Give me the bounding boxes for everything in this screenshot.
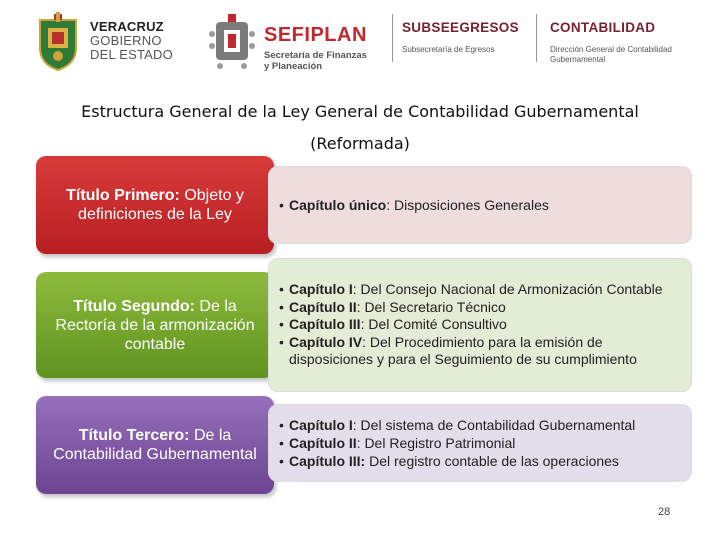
header <box>0 0 720 80</box>
chapter-description: : Del Consejo Nacional de Armonización Contable <box>352 281 663 298</box>
list-item <box>279 452 679 470</box>
list-item <box>279 196 679 214</box>
titulo-tercero-heading: Título Tercero: <box>78 427 190 444</box>
sefiplan-sub-line2: y Planeación <box>264 61 323 72</box>
titulo-primero-label <box>46 186 264 224</box>
veracruz-wordmark <box>90 20 173 62</box>
bullet: • <box>279 281 284 298</box>
list-item <box>279 316 679 334</box>
contabilidad-sub-line1: Dirección General de Contabilidad <box>550 45 672 54</box>
chapter-name: Capítulo III <box>289 316 361 333</box>
chapter-name: Capítulo I <box>289 417 353 433</box>
subsegresos-logo <box>402 20 532 54</box>
list-item <box>279 434 679 452</box>
chapter-name: Capítulo II <box>289 435 357 451</box>
list-item <box>279 299 679 317</box>
veracruz-line3: DEL ESTADO <box>90 47 173 62</box>
sefiplan-name: SEFIPLAN <box>264 24 367 46</box>
titulo-primero-description: Objeto y definiciones de la Ley <box>78 187 244 223</box>
titulo-segundo-chapters <box>268 258 692 392</box>
titulo-tercero-chapters <box>268 404 692 482</box>
titulo-segundo-description: De la Rectoría de la armonización contable <box>55 297 255 353</box>
chapter-name: Capítulo I <box>289 281 353 298</box>
veracruz-line1: VERACRUZ <box>90 19 164 34</box>
list-item <box>279 334 679 369</box>
bullet: • <box>279 417 284 433</box>
contabilidad-sub-line2: Gubernamental <box>550 55 606 64</box>
titulo-primero-row <box>0 156 720 254</box>
titulo-primero-box <box>36 156 274 254</box>
bullet: • <box>279 333 284 350</box>
sefiplan-sub-line1: Secretaría de Finanzas <box>264 50 367 61</box>
sefiplan-logo <box>206 12 376 74</box>
veracruz-seal-icon <box>34 12 82 72</box>
titulo-segundo-box <box>36 272 274 378</box>
chapter-name: Capítulo III: <box>289 453 366 469</box>
chapter-name: Capítulo II <box>289 298 357 315</box>
chapter-description: : Del Comité Consultivo <box>360 316 507 333</box>
titulo-tercero-label <box>46 426 264 464</box>
chapter-description: : Del Registro Patrimonial <box>356 435 516 451</box>
titulo-tercero-box <box>36 396 274 494</box>
subsegresos-subtitle: Subsecretaría de Egresos <box>402 45 495 54</box>
contabilidad-subtitle <box>550 45 710 65</box>
list-item <box>279 281 679 299</box>
chapter-description: Del registro contable de las operaciones <box>365 453 619 469</box>
page-title <box>40 96 680 160</box>
sefiplan-emblem-icon <box>206 14 258 70</box>
bullet: • <box>279 298 284 315</box>
header-divider <box>536 14 537 62</box>
chapter-description: : Del Procedimiento para la emisión de disposiciones y para el Seguimiento de su cumplimiento <box>289 333 637 368</box>
titulo-segundo-label <box>46 297 264 354</box>
titulo-primero-heading: Título Primero: <box>66 187 180 204</box>
chapter-name: Capítulo único <box>289 197 387 213</box>
chapter-description: : Del sistema de Contabilidad Gubernamental <box>352 417 636 433</box>
page-title-line2: (Reformada) <box>310 134 410 153</box>
titulo-tercero-description: De la Contabilidad Gubernamental <box>53 427 257 463</box>
header-divider <box>392 14 393 62</box>
bullet: • <box>279 453 284 469</box>
list-item <box>279 416 679 434</box>
contabilidad-logo <box>550 20 710 65</box>
veracruz-logo <box>34 12 194 74</box>
page-number: 28 <box>658 506 671 518</box>
titulo-segundo-row <box>0 256 720 394</box>
chapter-name: Capítulo IV <box>289 333 363 350</box>
page-title-line1: Estructura General de la Ley General de Contabilidad Gubernamental <box>81 102 639 121</box>
bullet: • <box>279 197 284 213</box>
sefiplan-subtitle <box>264 50 367 72</box>
chapter-description: : Disposiciones Generales <box>386 197 549 213</box>
veracruz-line2: GOBIERNO <box>90 33 162 48</box>
titulo-segundo-heading: Título Segundo: <box>73 297 195 315</box>
subsegresos-title: SUBSEEGRESOS <box>402 20 519 35</box>
chapter-description: : Del Secretario Técnico <box>356 298 506 315</box>
bullet: • <box>279 316 284 333</box>
contabilidad-title: CONTABILIDAD <box>550 20 656 35</box>
titulo-tercero-row <box>0 396 720 496</box>
titulo-primero-chapters <box>268 166 692 244</box>
bullet: • <box>279 435 284 451</box>
